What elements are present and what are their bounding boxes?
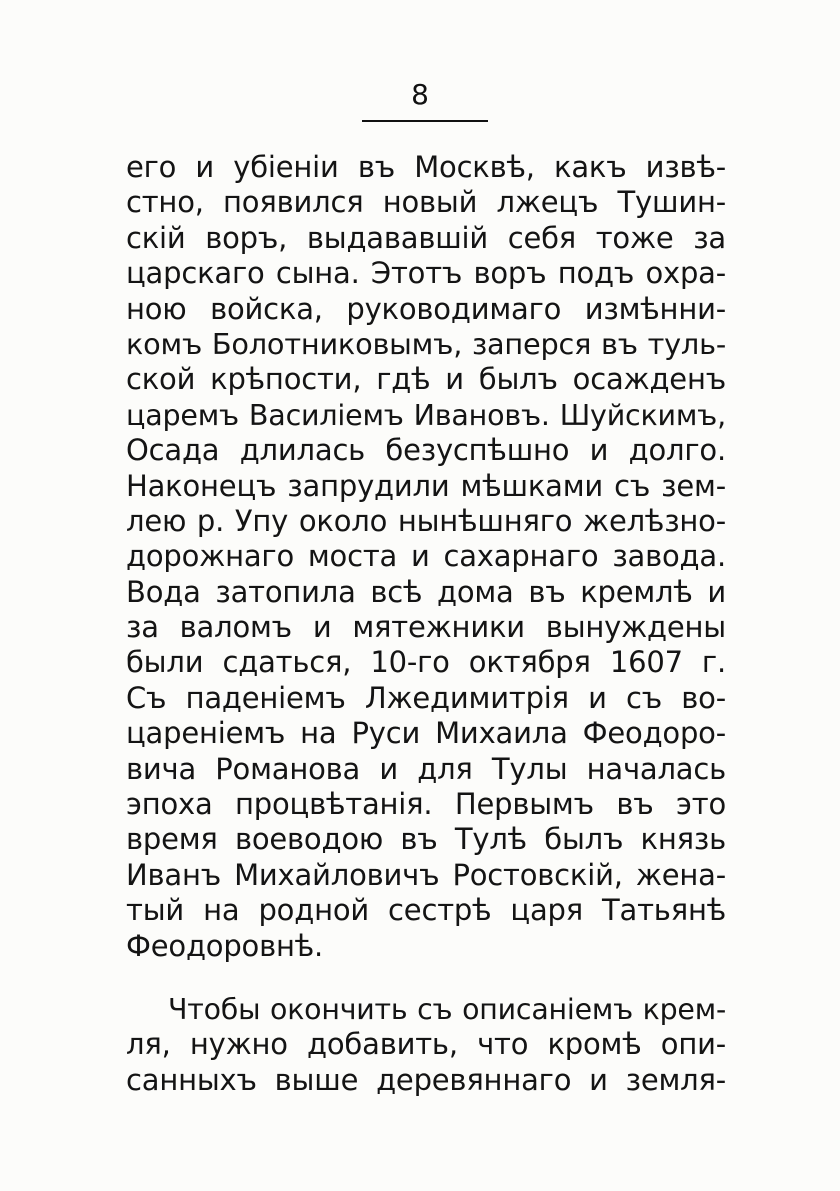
text-line: Съ паденіемъ Лжедимитрія и съ во- bbox=[126, 680, 726, 715]
text-line: царскаго сына. Этотъ воръ подъ охра- bbox=[126, 256, 726, 291]
text-line: цареніемъ на Руси Михаила Феодоро- bbox=[126, 716, 726, 751]
text-line: стно, появился новый лжецъ Тушин- bbox=[126, 185, 726, 220]
text-line: ною войска, руководимаго измѣнни- bbox=[126, 291, 726, 326]
text-line: санныхъ выше деревяннаго и земля- bbox=[126, 1062, 726, 1097]
text-line: скій воръ, выдававшій себя тоже за bbox=[126, 220, 726, 255]
text-line: за валомъ и мятежники вынуждены bbox=[126, 610, 726, 645]
text-line: Чтобы окончить съ описаніемъ крем- bbox=[168, 992, 726, 1026]
text-line: время воеводою въ Тулѣ былъ князь bbox=[126, 822, 726, 857]
text-line: лею р. Упу около нынѣшняго желѣзно- bbox=[126, 503, 726, 538]
text-line: эпоха процвѣтанія. Первымъ въ это bbox=[126, 787, 726, 822]
paragraph-1 bbox=[126, 150, 726, 964]
paragraph-2 bbox=[126, 992, 726, 1098]
text-line: Иванъ Михайловичъ Ростовскій, жена- bbox=[126, 857, 726, 892]
text-line: тый на родной сестрѣ царя Татьянѣ bbox=[126, 893, 726, 928]
text-line: дорожнаго моста и сахарнаго завода. bbox=[126, 539, 726, 574]
page-text bbox=[126, 150, 726, 1098]
text-line: ля, нужно добавить, что кромѣ опи- bbox=[126, 1027, 726, 1062]
text-line: комъ Болотниковымъ, заперся въ туль- bbox=[126, 326, 726, 361]
text-line: Феодоровнѣ. bbox=[126, 928, 324, 963]
text-line: ской крѣпости, гдѣ и былъ осажденъ bbox=[126, 362, 726, 397]
paragraph-gap bbox=[126, 964, 726, 992]
text-line: Наконецъ запрудили мѣшками съ зем- bbox=[126, 468, 726, 503]
text-line: вича Романова и для Тулы началась bbox=[126, 751, 726, 786]
text-line: царемъ Василіемъ Ивановъ. Шуйскимъ, bbox=[126, 398, 726, 432]
text-line: его и убіеніи въ Москвѣ, какъ извѣ- bbox=[126, 150, 726, 184]
text-line: были сдаться, 10-го октября 1607 г. bbox=[126, 645, 726, 680]
text-line: Осада длилась безуспѣшно и долго. bbox=[126, 433, 726, 468]
page-number: 8 bbox=[411, 78, 429, 111]
header-rule bbox=[362, 120, 488, 122]
text-line: Вода затопила всѣ дома въ кремлѣ и bbox=[126, 574, 726, 609]
